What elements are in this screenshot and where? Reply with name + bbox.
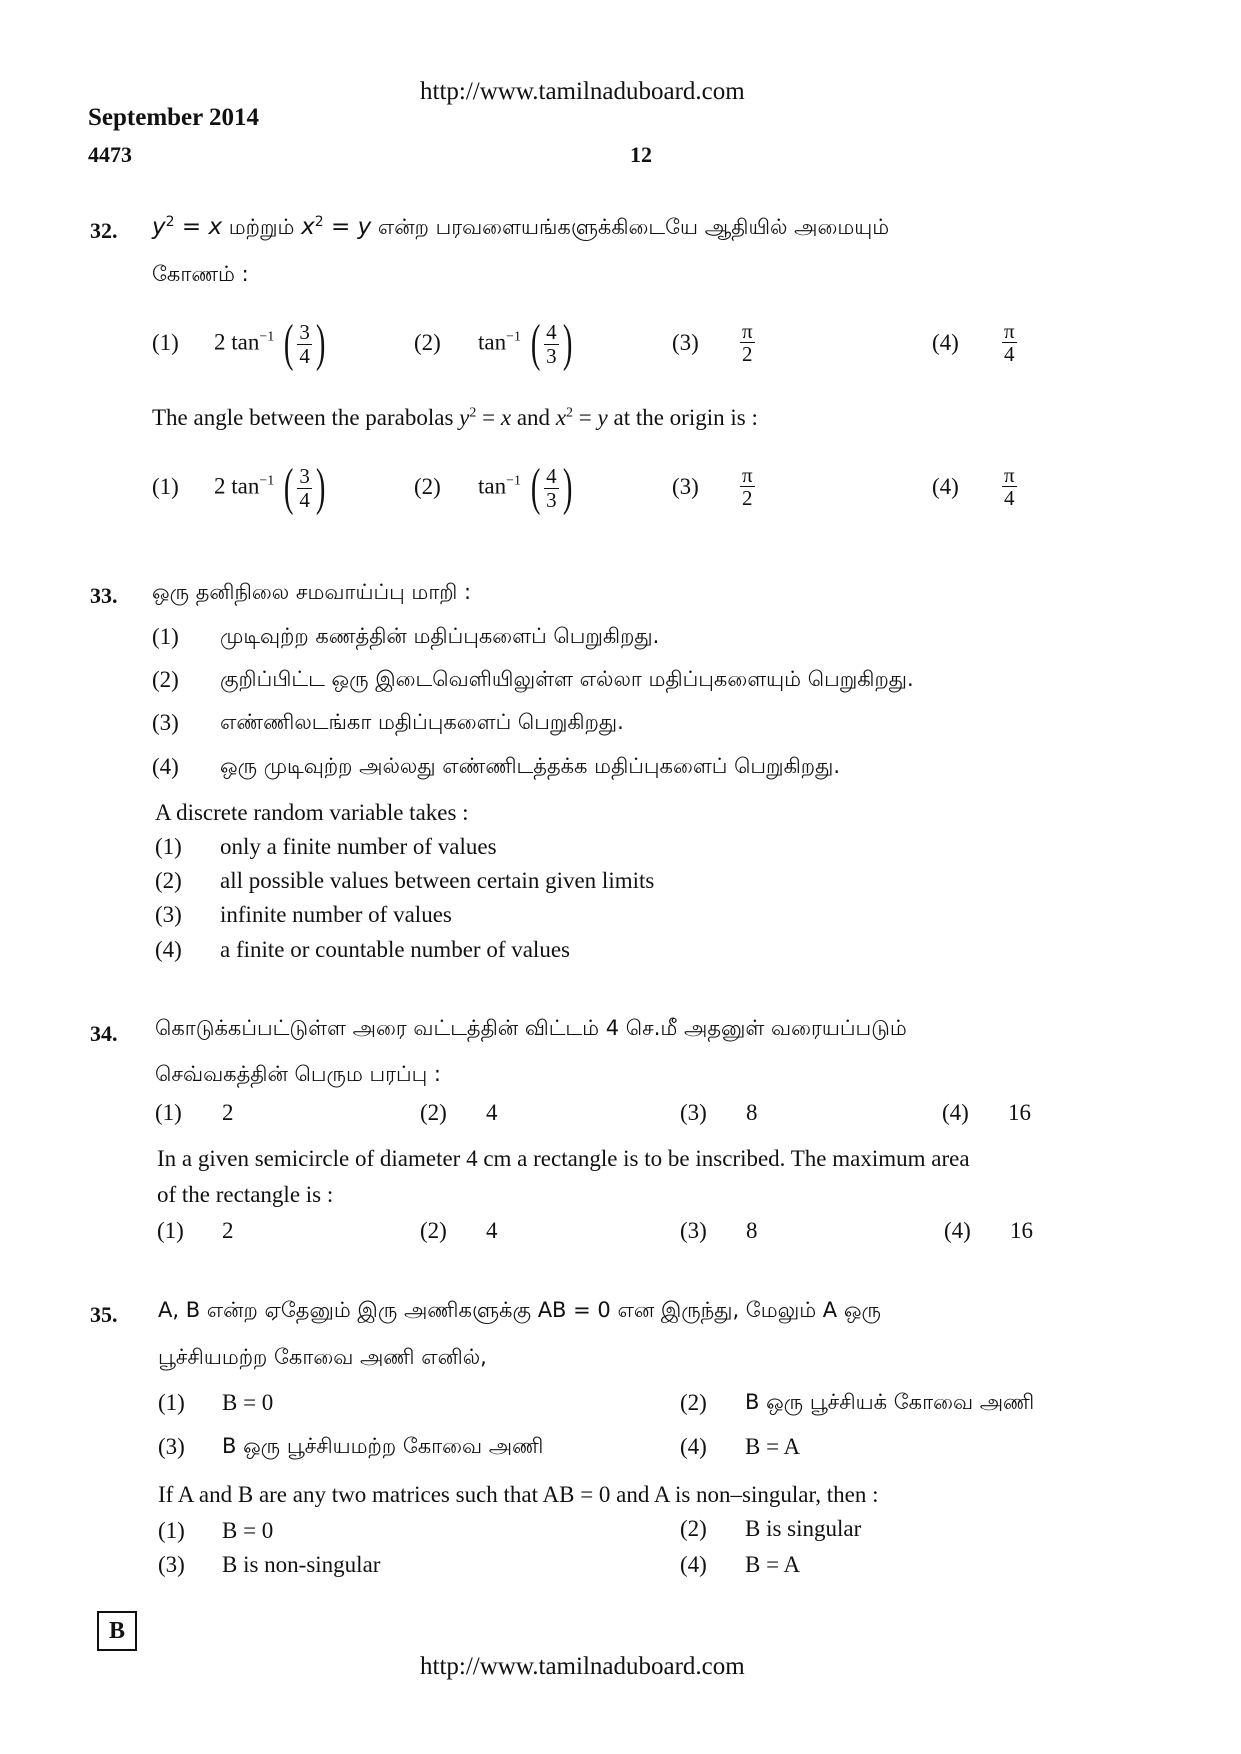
option-label: (1) — [158, 1390, 185, 1415]
option-label: (1) — [152, 624, 179, 649]
q35-tamil-line2: பூச்சியமற்ற கோவை அணி எனில், — [158, 1345, 487, 1369]
q32-option-2: $\tan^{-1}$ ( $\frac{4}{3}$ ) — [478, 459, 573, 516]
q33-tamil-option-2: குறிப்பிட்ட ஒரு இடைவெளியிலுள்ள எல்லா மதிப்புகளையும் பெறுகிறது. — [220, 667, 914, 691]
option-label: (4) — [932, 474, 959, 499]
q34-option-3: 8 — [746, 1218, 758, 1243]
q33-tamil-option-3: எண்ணிலடங்கா மதிப்புகளைப் பெறுகிறது. — [220, 710, 624, 734]
option-label: (4) — [680, 1434, 707, 1459]
option-label: (2) — [680, 1516, 707, 1541]
q32-option-1: 2 $\tan^{-1}$ ( $\frac{3}{4}$ ) — [214, 315, 326, 372]
option-label: (3) — [680, 1100, 707, 1125]
q32-option-1: 2 $\tan^{-1}$ ( $\frac{3}{4}$ ) — [214, 459, 326, 516]
q35-english-option-4: B = A — [745, 1552, 801, 1577]
q34-tamil-line2: செவ்வகத்தின் பெரும பரப்பு : — [155, 1062, 442, 1086]
q34-option-4: 16 — [1010, 1218, 1033, 1243]
q33-english-option-1: only a finite number of values — [220, 834, 497, 859]
option-label: (2) — [414, 330, 441, 355]
q34-english-line2: of the rectangle is : — [157, 1182, 334, 1207]
q33-english-option-4: a finite or countable number of values — [220, 937, 570, 962]
question-number: 34. — [90, 1021, 118, 1046]
q34-english-line1: In a given semicircle of diameter 4 cm a rectangle is to be inscribed. The maximum area — [157, 1146, 970, 1171]
option-label: (3) — [158, 1434, 185, 1459]
option-label: (4) — [932, 330, 959, 355]
q34-option-1: 2 — [222, 1218, 234, 1243]
option-label: (3) — [672, 330, 699, 355]
q33-tamil-option-4: ஒரு முடிவுற்ற அல்லது எண்ணிடத்தக்க மதிப்புகளைப் பெறுகிறது. — [220, 754, 840, 778]
option-label: (1) — [157, 1218, 184, 1243]
exam-date: September 2014 — [88, 104, 260, 131]
q32-options-english — [152, 459, 1112, 522]
option-label: (3) — [680, 1218, 707, 1243]
q33-english-question: A discrete random variable takes : — [155, 800, 469, 825]
q33-english-option-2: all possible values between certain given limits — [220, 868, 655, 893]
q35-english-option-2: B is singular — [745, 1516, 862, 1541]
q34-option-3: 8 — [746, 1100, 758, 1125]
question-paper-version-badge: B — [97, 1611, 137, 1651]
option-label: (3) — [672, 474, 699, 499]
q33-tamil-option-1: முடிவுற்ற கணத்தின் மதிப்புகளைப் பெறுகிறது. — [220, 624, 660, 648]
header-url: http://www.tamilnaduboard.com — [420, 78, 745, 105]
option-label: (1) — [152, 474, 179, 499]
q32-english: The angle between the parabolas $y^2 = x$ and $x^2 = y$ at the origin is : — [152, 405, 758, 430]
footer-url: http://www.tamilnaduboard.com — [420, 1653, 745, 1680]
option-label: (4) — [155, 937, 182, 962]
option-label: (2) — [152, 667, 179, 692]
q34-option-2: 4 — [486, 1218, 498, 1243]
option-label: (4) — [942, 1100, 969, 1125]
option-label: (2) — [420, 1218, 447, 1243]
option-label: (2) — [155, 868, 182, 893]
q32-option-3: $\frac{\pi}{2}$ — [742, 319, 753, 367]
option-label: (4) — [152, 754, 179, 779]
option-label: (2) — [680, 1390, 707, 1415]
question-number: 33. — [90, 583, 118, 608]
option-label: (2) — [420, 1100, 447, 1125]
q33-tamil-question: ஒரு தனிநிலை சமவாய்ப்பு மாறி : — [152, 580, 472, 604]
q32-options-tamil — [152, 315, 1112, 378]
q35-tamil-option-2: B ஒரு பூச்சியக் கோவை அணி — [745, 1390, 1035, 1414]
option-label: (1) — [155, 834, 182, 859]
page-number: 12 — [630, 142, 652, 167]
option-label: (3) — [158, 1552, 185, 1577]
q35-tamil-option-1: B = 0 — [222, 1390, 274, 1415]
q34-option-1: 2 — [222, 1100, 234, 1125]
q33-english-option-3: infinite number of values — [220, 902, 452, 927]
q32-option-2: $\tan^{-1}$ ( $\frac{4}{3}$ ) — [478, 315, 573, 372]
question-number: 32. — [90, 218, 118, 243]
q35-tamil-option-3: B ஒரு பூச்சியமற்ற கோவை அணி — [222, 1434, 544, 1458]
q35-english-option-3: B is non-singular — [222, 1552, 381, 1577]
option-label: (4) — [944, 1218, 971, 1243]
option-label: (1) — [152, 330, 179, 355]
q35-tamil-option-4: B = A — [745, 1434, 801, 1459]
q34-option-2: 4 — [486, 1100, 498, 1125]
q34-option-4: 16 — [1008, 1100, 1031, 1125]
question-number: 35. — [90, 1302, 118, 1327]
option-label: (1) — [158, 1518, 185, 1543]
option-label: (1) — [155, 1100, 182, 1125]
q32-option-4: $\frac{\pi}{4}$ — [1004, 463, 1015, 511]
q32-option-4: $\frac{\pi}{4}$ — [1004, 319, 1015, 367]
option-label: (4) — [680, 1552, 707, 1577]
option-label: (3) — [152, 710, 179, 735]
q35-tamil-line1: A, B என்ற ஏதேனும் இரு அணிகளுக்கு AB = 0 என இருந்து, மேலும் A ஒரு — [158, 1298, 881, 1322]
q32-tamil-line2: கோணம் : — [152, 262, 249, 286]
option-label: (2) — [414, 474, 441, 499]
q34-tamil-line1: கொடுக்கப்பட்டுள்ள அரை வட்டத்தின் விட்டம் 4 செ.மீ அதனுள் வரையப்படும் — [155, 1016, 907, 1040]
option-label: (3) — [155, 902, 182, 927]
q35-english-question: If A and B are any two matrices such that AB = 0 and A is non–singular, then : — [158, 1482, 879, 1507]
q32-option-3: $\frac{\pi}{2}$ — [742, 463, 753, 511]
q35-english-option-1: B = 0 — [222, 1518, 274, 1543]
exam-code: 4473 — [88, 142, 132, 167]
q32-tamil-line1: $y^2 = x$ மற்றும் $x^2 = y$ என்ற பரவளையங்களுக்கிடையே ஆதியில் அமையும் — [152, 214, 890, 240]
